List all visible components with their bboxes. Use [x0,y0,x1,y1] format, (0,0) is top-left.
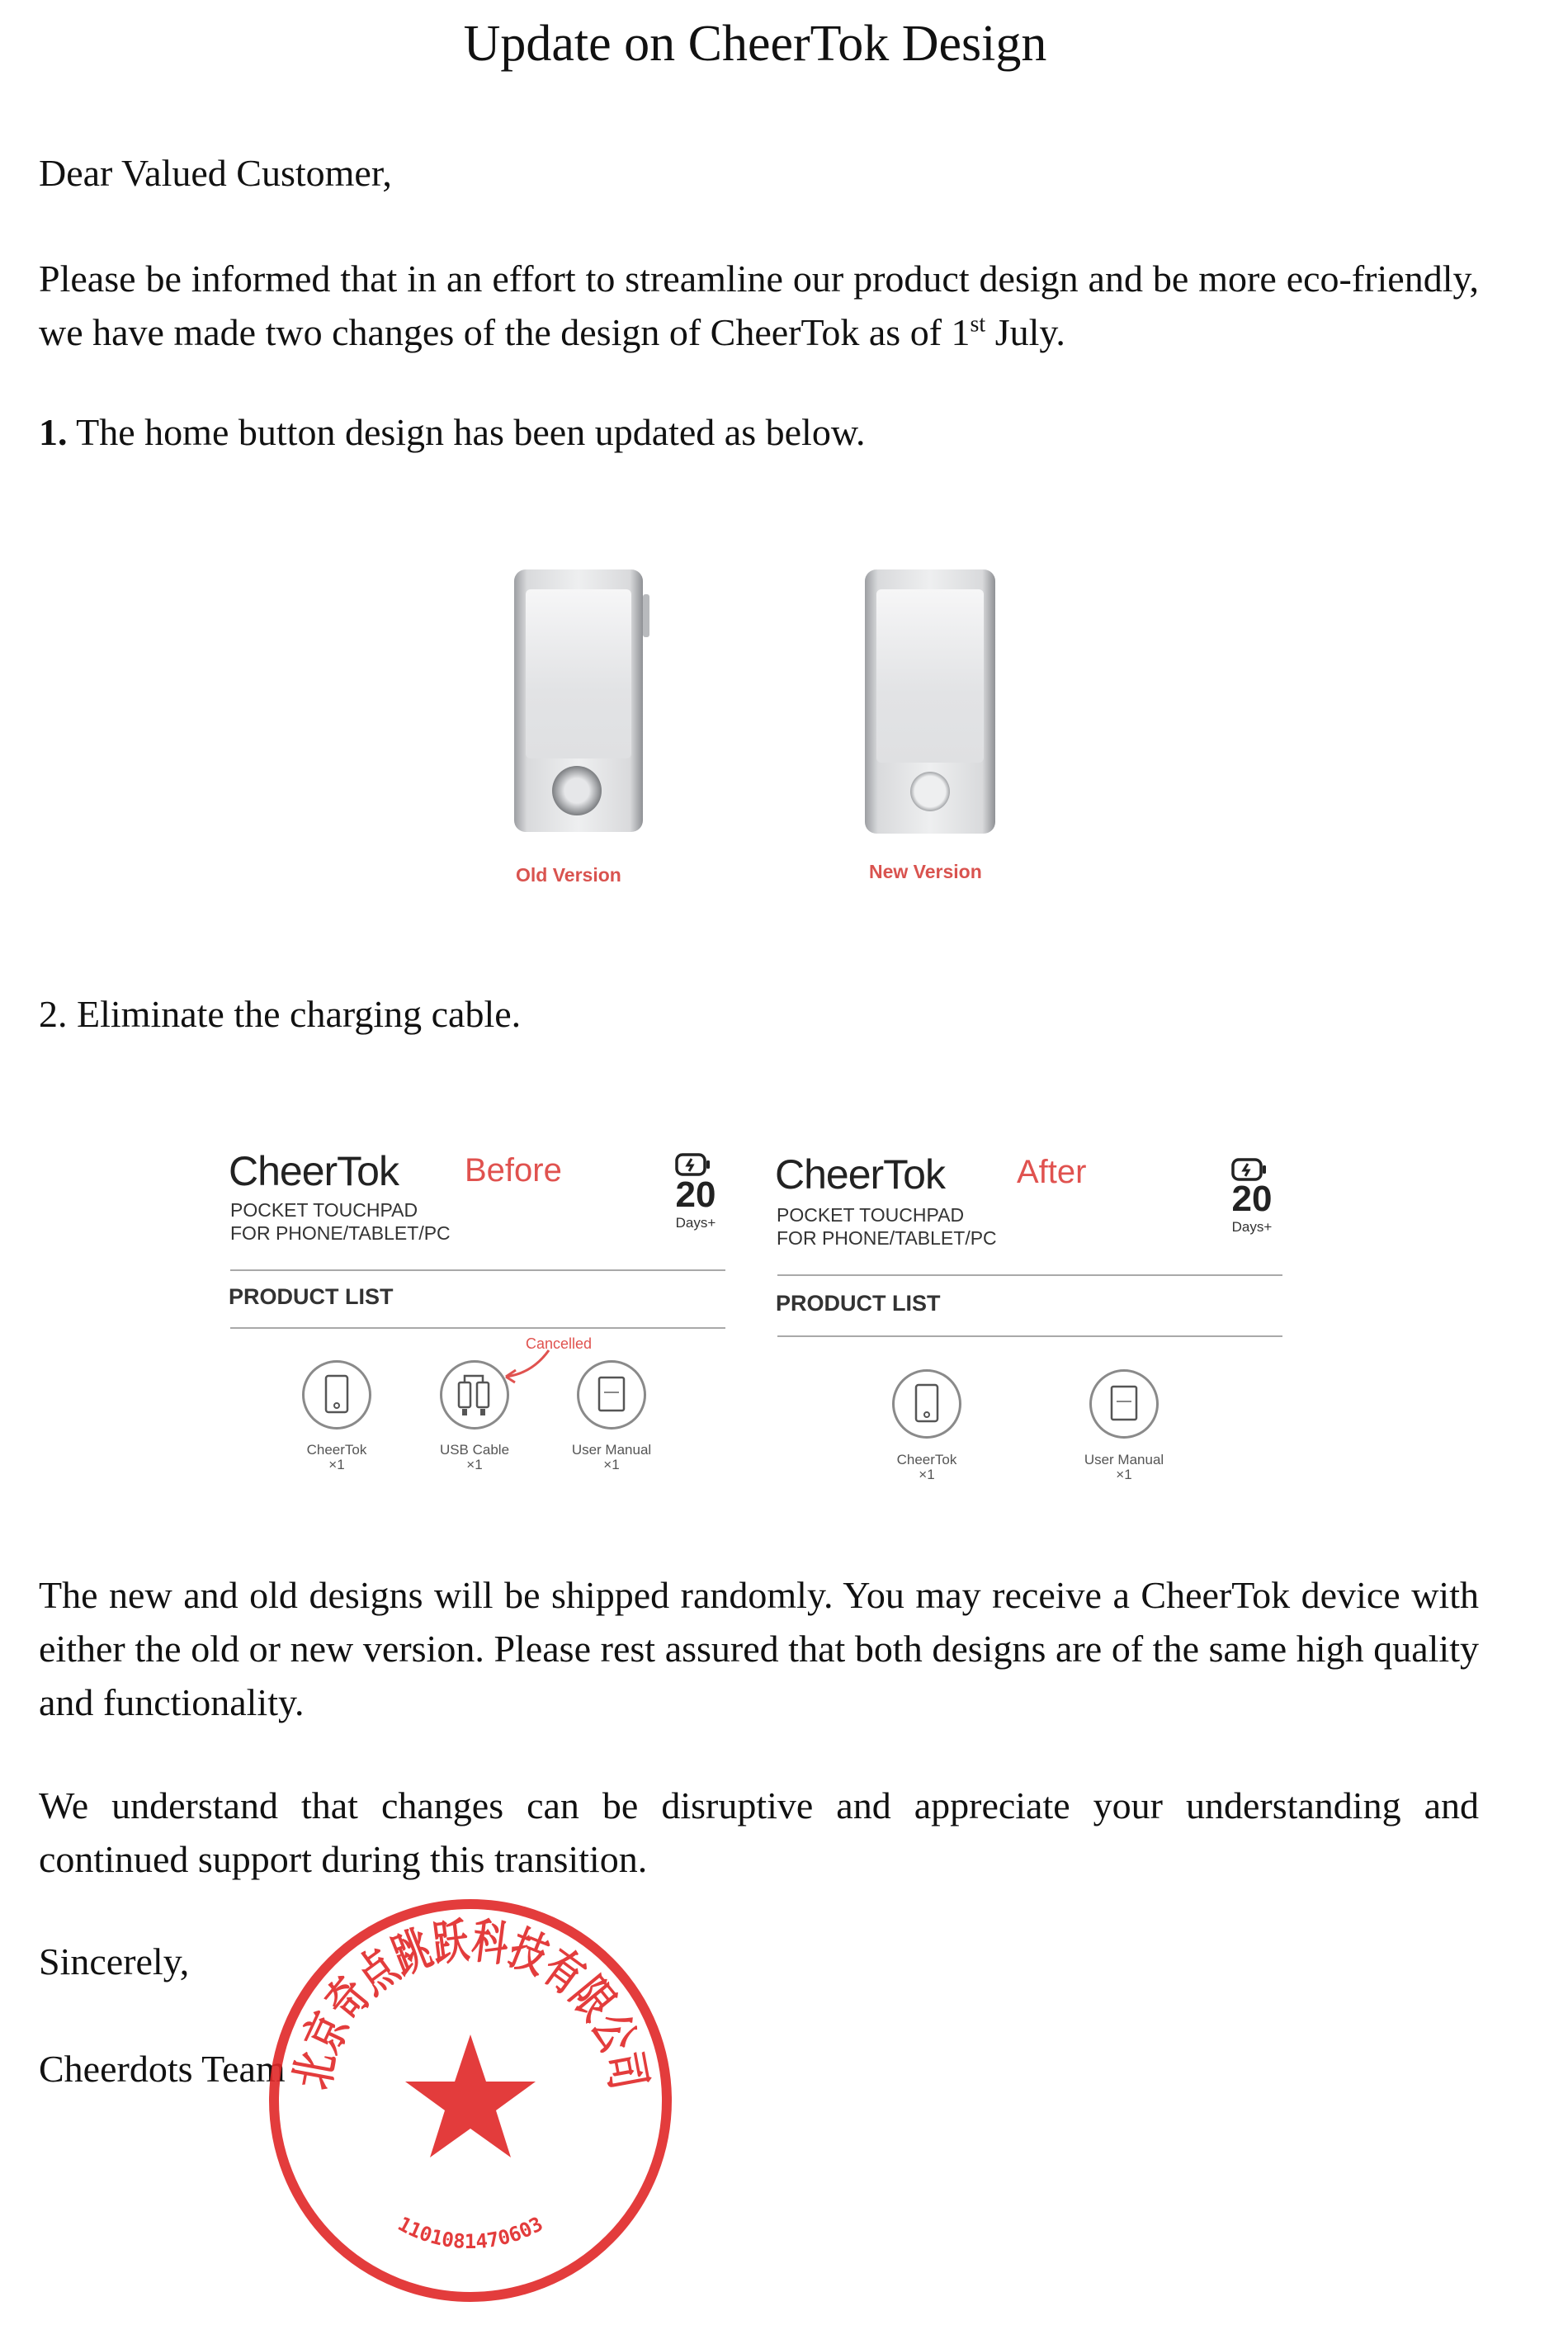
user-manual-item-circle [577,1360,646,1430]
manual-icon [1092,1372,1156,1436]
item-qty: ×1 [919,1467,935,1482]
change-1-text: The home button design has been updated as below. [67,411,866,453]
new-version-device-image [865,569,995,834]
cheertok-device-icon [305,1363,369,1427]
item-name: User Manual [1084,1452,1164,1467]
signature: Cheerdots Team [39,2048,286,2090]
shipping-paragraph: The new and old designs will be shipped randomly. You may receive a CheerTok device with either the old or new version. Please rest assured that both designs are of the same high quality and functionality. [39,1574,1479,1723]
change-1-heading [39,410,866,454]
before-tag: Before [465,1152,562,1189]
intro-paragraph [39,252,1479,359]
device-side-button [643,594,649,637]
cancelled-arrow-icon [499,1345,557,1387]
before-days-number: 20 [675,1174,716,1215]
closing: Sincerely, [39,1940,190,1982]
intro-text-b: July. [985,311,1065,353]
before-item-3-label [562,1443,661,1472]
after-tag: After [1017,1154,1087,1190]
item-qty: ×1 [328,1457,345,1472]
item-qty: ×1 [603,1457,620,1472]
divider [777,1274,1282,1276]
before-subtitle-line-1: POCKET TOUCHPAD [230,1199,418,1221]
cheertok-device-icon [895,1372,959,1436]
item-name: CheerTok [306,1442,367,1458]
intro-superscript: st [970,311,986,338]
after-item-2-label [1074,1453,1174,1482]
change-1-number: 1. [39,411,68,453]
home-button-new [910,772,950,811]
seal-number-path: 1101081470603 [394,2212,547,2254]
before-product-list-heading: PRODUCT LIST [229,1284,394,1309]
item-name: User Manual [571,1442,652,1458]
after-item-1-label [877,1453,976,1482]
cheertok-item-circle [302,1360,371,1430]
manual-icon [579,1363,644,1427]
after-days-label: Days+ [1231,1219,1273,1235]
new-version-label: New Version [869,861,982,882]
cheertok-item-circle [892,1369,961,1439]
change-2-heading: 2. Eliminate the charging cable. [39,993,522,1035]
company-seal-stamp [260,1890,681,2311]
seal-star-icon [405,2034,536,2157]
usb-cable-icon [442,1363,507,1427]
before-days-label: Days+ [675,1215,716,1231]
seal-number [394,2212,547,2253]
seal-name-path: 北京奇点跳跃科技有限公司 [283,1911,659,2105]
item-name: CheerTok [896,1452,957,1467]
document-title: Update on CheerTok Design [463,16,1047,72]
old-version-label: Old Version [516,864,621,886]
after-product-card [773,1124,1301,1496]
battery-icon [675,1152,711,1177]
item-qty: ×1 [466,1457,483,1472]
understanding-paragraph: We understand that changes can be disruptive and appreciate your understanding and continued support during this transition. [39,1784,1479,1880]
item-name: USB Cable [439,1442,510,1458]
divider [230,1269,725,1271]
greeting: Dear Valued Customer, [39,152,392,194]
after-brand: CheerTok [775,1151,945,1198]
divider [230,1327,725,1329]
user-manual-item-circle [1089,1369,1159,1439]
before-product-card [227,1122,739,1486]
divider [777,1335,1282,1337]
after-days-number: 20 [1231,1179,1273,1219]
item-qty: ×1 [1116,1467,1132,1482]
before-item-2-label [425,1443,524,1472]
after-subtitle [777,1203,997,1250]
after-subtitle-line-2: FOR PHONE/TABLET/PC [777,1227,997,1249]
home-button-old [552,766,602,815]
before-subtitle [230,1198,451,1245]
intro-text-a: Please be informed that in an effort to streamline our product design and be more eco-friendly, we have made two changes of the design of CheerTok as of 1 [39,258,1479,353]
device-screen [876,589,984,763]
old-version-device-image [514,569,643,832]
before-brand: CheerTok [229,1148,399,1194]
before-item-1-label [287,1443,386,1472]
before-subtitle-line-2: FOR PHONE/TABLET/PC [230,1222,451,1244]
after-subtitle-line-1: POCKET TOUCHPAD [777,1204,965,1226]
device-screen [526,589,631,758]
after-product-list-heading: PRODUCT LIST [776,1291,941,1316]
cancelled-label: Cancelled [526,1335,593,1352]
